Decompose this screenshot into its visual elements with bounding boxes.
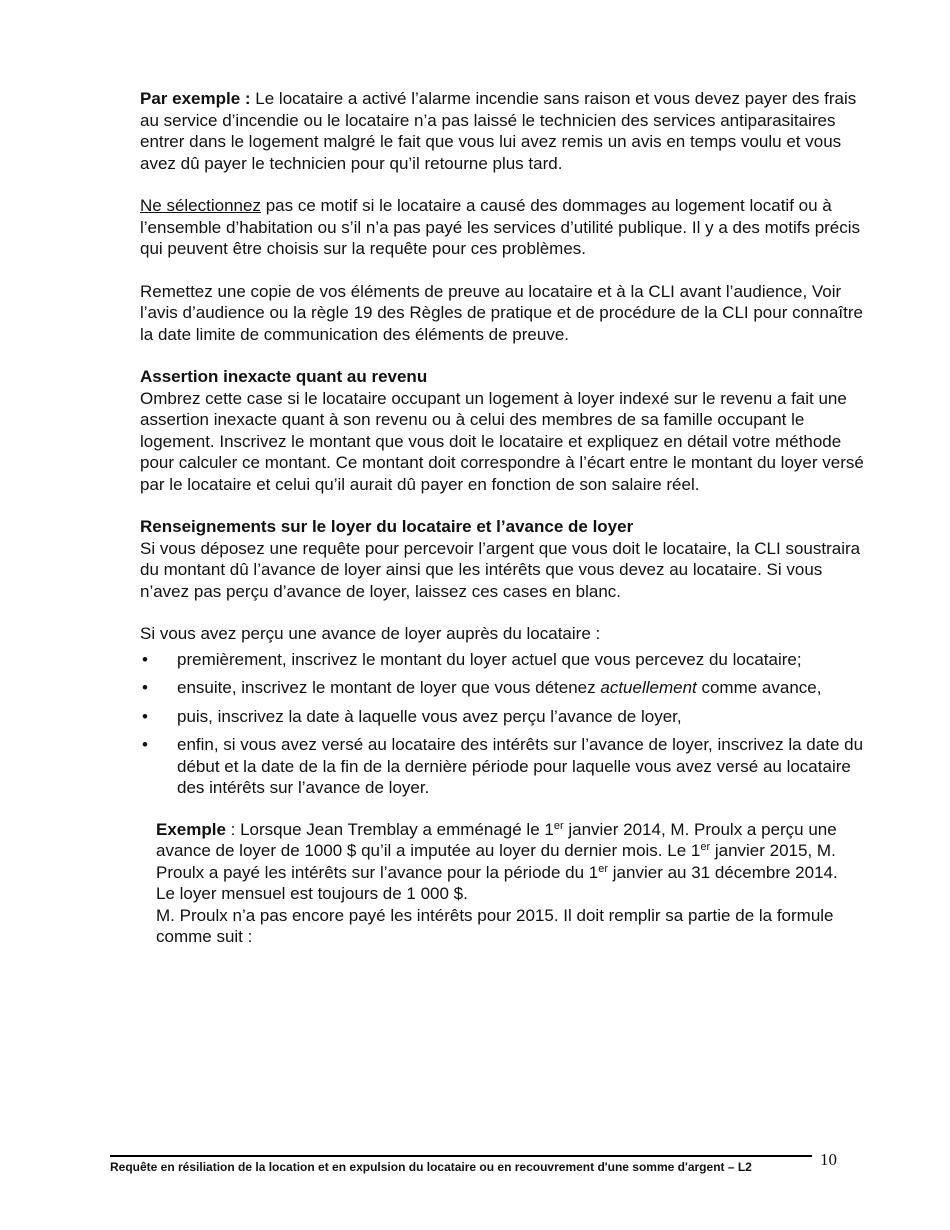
footer-title: Requête en résiliation de la location et en expulsion du locataire ou en recouvrement d'une somme d'argent – L2 — [110, 1160, 752, 1174]
bullet-icon: • — [142, 678, 148, 697]
example-segment: janvier 2014, M. Proulx a perçu une avance de loyer de 1000 $ qu’il a imputée au loyer du dernier mois. Le 1 — [156, 819, 837, 860]
example-lead: Exemple — [156, 819, 226, 839]
example-paragraph — [140, 88, 870, 174]
list-item-text: ensuite, inscrivez le montant de loyer que vous détenez — [177, 678, 601, 697]
emphasis-text: actuellement — [600, 678, 697, 697]
section-income-misrepresentation — [140, 366, 870, 495]
footer-divider — [110, 1155, 812, 1157]
page-body — [140, 88, 870, 948]
example-block — [156, 819, 856, 948]
list-item — [140, 706, 870, 728]
page-number: 10 — [820, 1150, 837, 1169]
list-item-text: enfin, si vous avez versé au locataire des intérêts sur l’avance de loyer, inscrivez la date du début et la date de la fin de la dernière période pour laquelle vous avez versé au locataire des intérêts sur l’avance de loyer. — [177, 735, 864, 797]
section-text: Ombrez cette case si le locataire occupant un logement à loyer indexé sur le revenu a fait une assertion inexacte quant à son revenu ou à celui des membres de sa famille occupant le logement. Inscrivez le montant que vous doit le locataire et expliquez en détail votre méthode pour calculer ce montant. Ce montant doit correspondre à l’écart entre le montant du loyer versé par le locataire et celui qu’il aurait dû payer en fonction de son salaire réel. — [140, 388, 864, 494]
underlined-lead: Ne sélectionnez — [140, 196, 261, 215]
example-text — [156, 819, 856, 905]
example-segment: janvier au 31 décembre 2014. Le loyer mensuel est toujours de 1 000 $. — [156, 862, 838, 903]
paragraph-text: Le locataire a activé l’alarme incendie sans raison et vous devez payer des frais au service d’incendie ou le locataire n’a pas laissé le technicien des services antiparasitaires entrer dans le logement malgré le fait que vous lui avez remis un avis en temps voulu et vous avez dû payer le technicien pour qu’il retourne plus tard. — [140, 89, 857, 173]
list-item — [140, 677, 870, 699]
warning-paragraph — [140, 195, 870, 260]
list-item-text: premièrement, inscrivez le montant du loyer actuel que vous percevez du locataire; — [177, 649, 802, 669]
example-conclusion: M. Proulx n’a pas encore payé les intérêts pour 2015. Il doit remplir sa partie de la formule comme suit : — [156, 905, 834, 946]
evidence-paragraph: Remettez une copie de vos éléments de preuve au locataire et à la CLI avant l’audience, Voir l’avis d’audience ou la règle 19 des Règles de pratique et de procédure de la CLI pour connaître la date limite de communication des éléments de preuve. — [140, 281, 863, 344]
list-item — [140, 734, 870, 799]
bullet-icon: • — [142, 649, 148, 669]
superscript: er — [598, 862, 609, 875]
section-rent-deposit — [140, 516, 870, 602]
instruction-list — [140, 649, 870, 799]
example-segment: janvier 2015, M. Proulx a payé les intérêts sur l’avance pour la période du 1 — [156, 841, 836, 882]
paragraph-text: pas ce motif si le locataire a causé des dommages au logement locatif ou à l’ensemble d’habitation ou s’il n’a pas payé les services d’utilité publique. Il y a des motifs précis qui peuvent être choisis sur la requête pour ces problèmes. — [140, 196, 861, 258]
bullet-icon: • — [142, 735, 148, 754]
section-heading: Renseignements sur le loyer du locataire et l’avance de loyer — [140, 517, 634, 536]
example-segment: : Lorsque Jean Tremblay a emménagé le 1 — [225, 819, 554, 839]
list-item — [140, 649, 870, 671]
superscript: er — [553, 819, 564, 832]
paragraph-lead: Par exemple : — [140, 89, 251, 108]
section-text: Si vous déposez une requête pour percevoir l’argent que vous doit le locataire, la CLI soustraira du montant dû l’avance de loyer ainsi que les intérêts que vous devez au locataire. Si vous n’avez pas perçu d’avance de loyer, laissez ces cases en blanc. — [140, 538, 861, 601]
superscript: er — [700, 841, 711, 853]
list-item-text: puis, inscrivez la date à laquelle vous avez perçu l’avance de loyer, — [177, 706, 682, 726]
section-heading: Assertion inexacte quant au revenu — [140, 367, 428, 386]
list-intro: Si vous avez perçu une avance de loyer auprès du locataire : — [140, 624, 601, 643]
list-item-text: comme avance, — [696, 678, 822, 697]
bullet-icon: • — [142, 706, 148, 726]
